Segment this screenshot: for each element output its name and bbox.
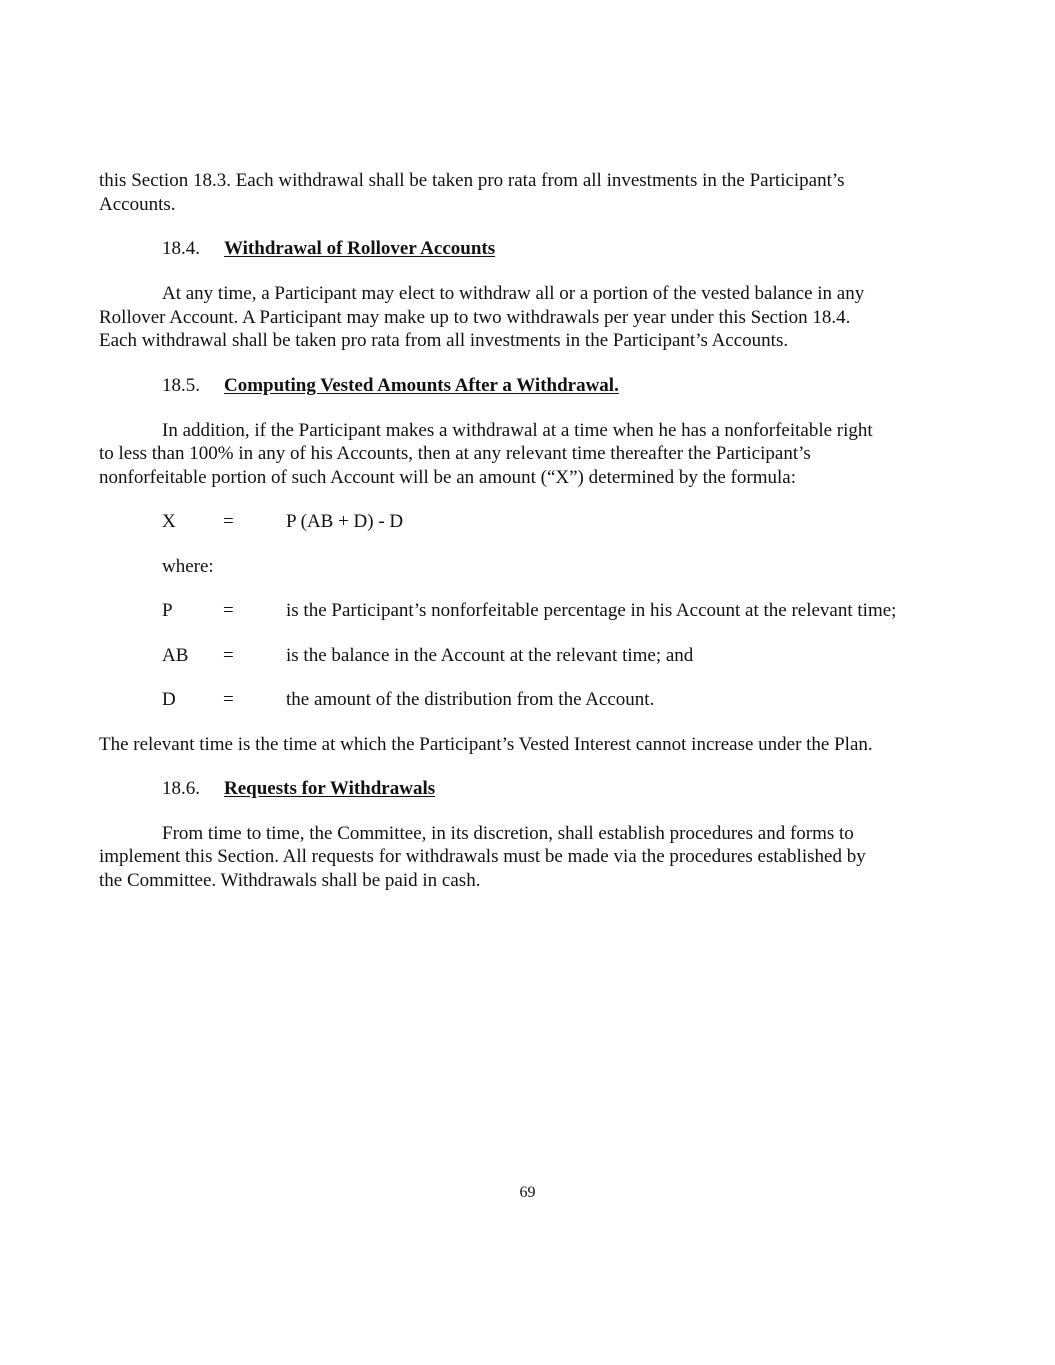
definition-text-ab: is the balance in the Account at the relevant time; and [286,645,694,666]
section-18-4-paragraph-line-2: Rollover Account. A Participant may make up to two withdrawals per year under this Section 18.4. [99,307,851,328]
continuation-line-1: this Section 18.3. Each withdrawal shall be taken pro rata from all investments in the Participant’s [99,170,845,191]
definition-equals-d: = [223,689,234,710]
definition-symbol-d: D [162,689,176,710]
page-number: 69 [519,1184,536,1201]
formula-rhs: P (AB + D) - D [286,511,404,532]
section-18-5-paragraph-line-1: In addition, if the Participant makes a withdrawal at a time when he has a nonforfeitable right [162,420,873,441]
section-18-4-paragraph-line-1: At any time, a Participant may elect to withdraw all or a portion of the vested balance in any [162,283,865,304]
section-18-6-paragraph-line-3: the Committee. Withdrawals shall be paid in cash. [99,870,481,891]
section-18-4-paragraph-line-3: Each withdrawal shall be taken pro rata from all investments in the Participant’s Accounts. [99,330,789,351]
section-18-5-paragraph-line-2: to less than 100% in any of his Accounts, then at any relevant time thereafter the Participant’s [99,443,811,464]
section-18-6-paragraph-line-2: implement this Section. All requests for withdrawals must be made via the procedures established by [99,846,866,867]
definition-equals-p: = [223,600,234,621]
definition-symbol-ab: AB [162,645,189,666]
section-18-6-number: 18.6. [162,778,200,799]
continuation-line-2: Accounts. [99,194,176,215]
formula-equals: = [223,511,234,532]
section-18-4-title: Withdrawal of Rollover Accounts [224,238,496,259]
section-18-6-title: Requests for Withdrawals [224,778,436,799]
definition-text-d: the amount of the distribution from the Account. [286,689,655,710]
section-18-4-number: 18.4. [162,238,200,259]
definition-text-p: is the Participant’s nonforfeitable percentage in his Account at the relevant time; [286,600,897,621]
section-18-5-closing: The relevant time is the time at which the Participant’s Vested Interest cannot increase under the Plan. [99,734,873,755]
section-18-5-paragraph-line-3: nonforfeitable portion of such Account will be an amount (“X”) determined by the formula: [99,467,796,488]
definition-symbol-p: P [162,600,173,621]
section-18-5-number: 18.5. [162,375,200,396]
where-label: where: [162,556,214,577]
formula-lhs: X [162,511,176,532]
definition-equals-ab: = [223,645,234,666]
section-18-6-paragraph-line-1: From time to time, the Committee, in its discretion, shall establish procedures and forms to [162,823,854,844]
section-18-5-title: Computing Vested Amounts After a Withdrawal. [224,375,619,396]
